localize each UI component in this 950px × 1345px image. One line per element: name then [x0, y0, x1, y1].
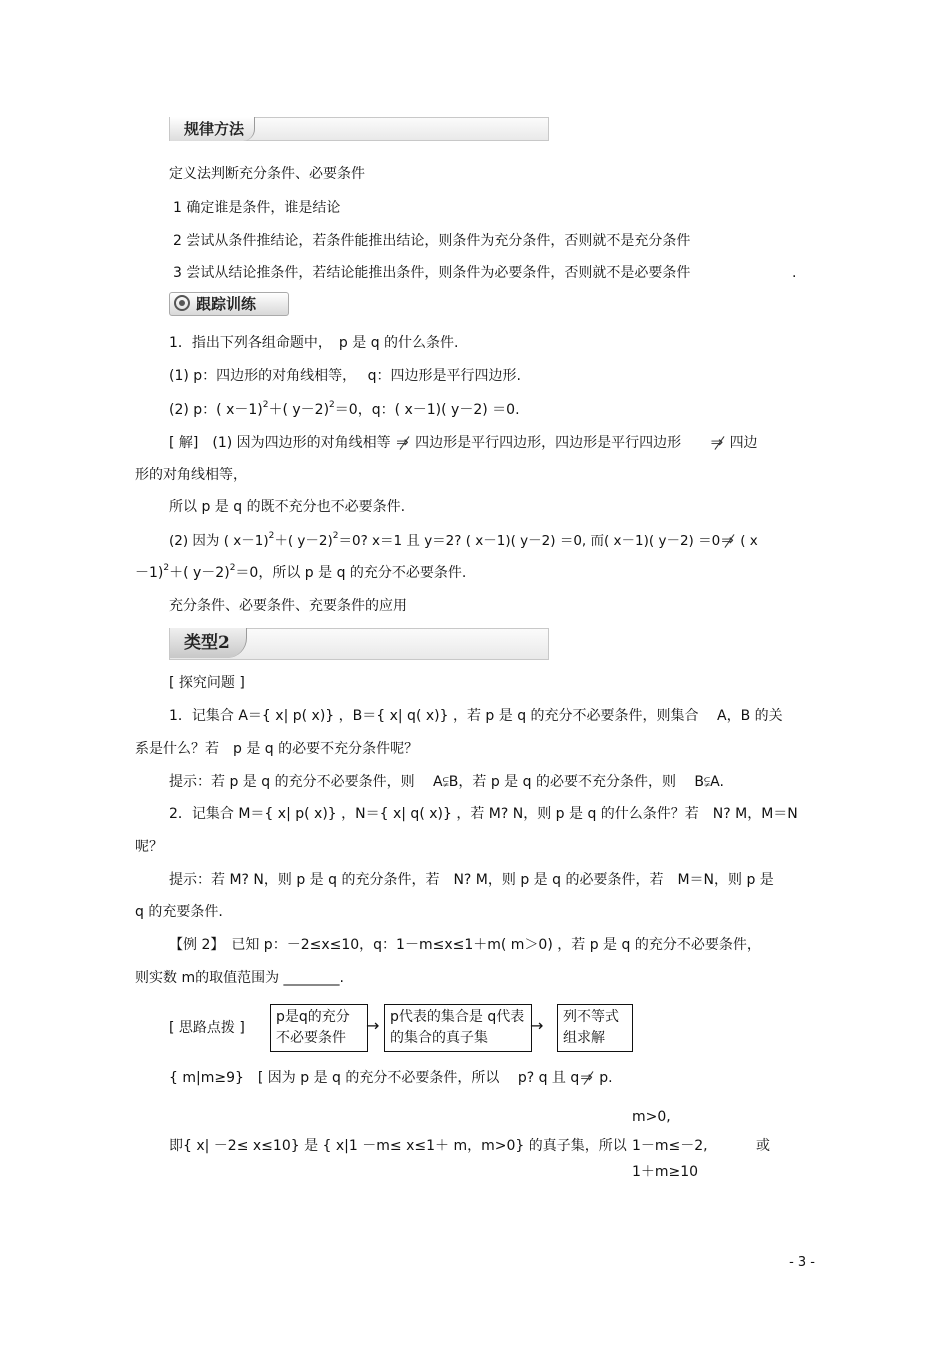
example-2-line-1: 【例 2】 已知 p：－2≤x≤10，q：1－m≤x≤1＋m( m＞0) ，若 p 是 q 的充分不必要条件，	[169, 937, 761, 953]
solution-1-line-3: 所以 p 是 q 的既不充分也不必要条件.	[169, 499, 406, 515]
answer-text-b: p.	[599, 1070, 613, 1086]
method-banner	[169, 117, 549, 141]
solution-2-line-1	[169, 532, 758, 552]
subset-line: 即{ x| －2≤ x≤10} 是 { x|1 －m≤ x≤1＋ m，m>0} 的真子集，所以	[169, 1138, 627, 1154]
type-banner-label: 类型2	[170, 628, 247, 658]
q1-2-text-c: ＝0，q：( x－1)( y－2) ＝0.	[334, 402, 520, 418]
sol2-l2-text-a: －1)	[135, 565, 164, 581]
sol2-sup-2: 2	[332, 531, 339, 541]
sol2-text-a: (2) 因为 ( x－1)	[169, 533, 269, 549]
tracking-banner-label: 跟踪训练	[196, 295, 257, 313]
explore-1-line-1: 1．记集合 A＝{ x| p( x)} ，B＝{ x| q( x)} ，若 p 是 q 的充分不必要条件，则集合 A，B 的关	[169, 708, 783, 724]
sol2-text-b: ＋( y－2)	[274, 533, 333, 549]
not-implies-icon	[720, 534, 740, 548]
solution-2-line-2	[135, 564, 466, 584]
flow-box-3: 列不等式组求解	[557, 1004, 633, 1052]
q1-2-sup-1: 2	[262, 400, 269, 410]
sol2-l2-sup-1: 2	[163, 563, 170, 573]
type-banner	[169, 628, 549, 660]
answer-line	[169, 1069, 613, 1087]
method-step-1: 1 确定谁是条件，谁是结论	[173, 200, 341, 216]
method-title: 定义法判断充分条件、必要条件	[169, 166, 365, 182]
or-label: 或	[756, 1138, 770, 1154]
question-1-part-2	[169, 401, 520, 421]
sol2-l2-sup-2: 2	[229, 563, 236, 573]
explore-2-hint-1: 提示：若 M? N，则 p 是 q 的充分条件，若 N? M，则 p 是 q 的必要条件，若 M＝N，则 p 是	[169, 872, 774, 888]
sol2-text-c: ＝0? x＝1 且 y＝2? ( x－1)( y－2) ＝0, 而( x－1)( y－2) ＝0	[338, 533, 721, 549]
not-implies-icon	[395, 436, 415, 450]
think-label: [ 思路点拨 ]	[169, 1020, 245, 1036]
not-implies-icon	[579, 1071, 599, 1085]
system-line-1: m>0,	[632, 1109, 671, 1125]
sol2-l2-text-b: ＋( y－2)	[169, 565, 230, 581]
method-step-3: 3 尝试从结论推条件，若结论能推出条件，则条件为必要条件，否则就不是必要条件	[173, 265, 691, 281]
section-heading: 充分条件、必要条件、充要条件的应用	[169, 598, 407, 614]
example-2-line-2: 则实数 m的取值范围为 ________.	[135, 970, 344, 986]
system-line-2: 1－m≤－2,	[632, 1138, 708, 1154]
sol2-sup-1: 2	[268, 531, 275, 541]
solution-1-line-1	[169, 434, 758, 452]
explore-2-line-2: 呢？	[135, 839, 163, 855]
sol1-text-c: 四边	[729, 435, 758, 451]
explore-2-line-1: 2．记集合 M＝{ x| p( x)} ，N＝{ x| q( x)} ，若 M? N，则 p 是 q 的什么条件？若 N? M，M＝N	[169, 806, 798, 822]
explore-label: [ 探究问题 ]	[169, 675, 245, 691]
explore-1-hint: 提示：若 p 是 q 的充分不必要条件，则 A⫋B，若 p 是 q 的必要不充分条件，则 B⫋A.	[169, 774, 724, 790]
sol2-l2-text-c: ＝0，所以 p 是 q 的充分不必要条件.	[235, 565, 467, 581]
method-banner-label: 规律方法	[170, 117, 255, 141]
page-number: - 3 -	[789, 1255, 815, 1270]
tracking-banner	[169, 292, 289, 316]
explore-2-hint-2: q 的充要条件.	[135, 904, 223, 920]
system-line-3: 1＋m≥10	[632, 1164, 699, 1180]
q1-2-text-b: ＋( y－2)	[268, 402, 330, 418]
question-1: 1．指出下列各组命题中， p 是 q 的什么条件.	[169, 335, 459, 351]
sol1-text-b: 四边形是平行四边形，四边形是平行四边形	[415, 435, 682, 451]
flow-arrow-1: →	[366, 1016, 380, 1035]
solution-1-line-2: 形的对角线相等，	[135, 467, 247, 483]
not-implies-icon	[710, 436, 730, 450]
explore-1-line-2: 系是什么？若 p 是 q 的必要不充分条件呢？	[135, 741, 419, 757]
answer-text-a: { m|m≥9} [ 因为 p 是 q 的充分不必要条件，所以 p? q 且 q	[169, 1070, 580, 1086]
flow-box-2: p代表的集合是 q代表的集合的真子集	[384, 1004, 532, 1052]
q1-2-sup-2: 2	[329, 400, 335, 410]
question-1-part-1: (1) p：四边形的对角线相等， q：四边形是平行四边形.	[169, 368, 521, 384]
sol1-text-a: [ 解] (1) 因为四边形的对角线相等	[169, 435, 391, 451]
sol2-text-d: ( x	[740, 533, 758, 549]
q1-2-text-a: (2) p：( x－1)	[169, 402, 263, 418]
target-icon	[174, 295, 190, 311]
method-step-2: 2 尝试从条件推结论，若条件能推出结论，则条件为充分条件，否则就不是充分条件	[173, 233, 691, 249]
method-step-3-dot: .	[792, 265, 797, 281]
flow-box-1: p是q的充分不必要条件	[270, 1004, 368, 1052]
flow-arrow-2: →	[530, 1016, 544, 1035]
